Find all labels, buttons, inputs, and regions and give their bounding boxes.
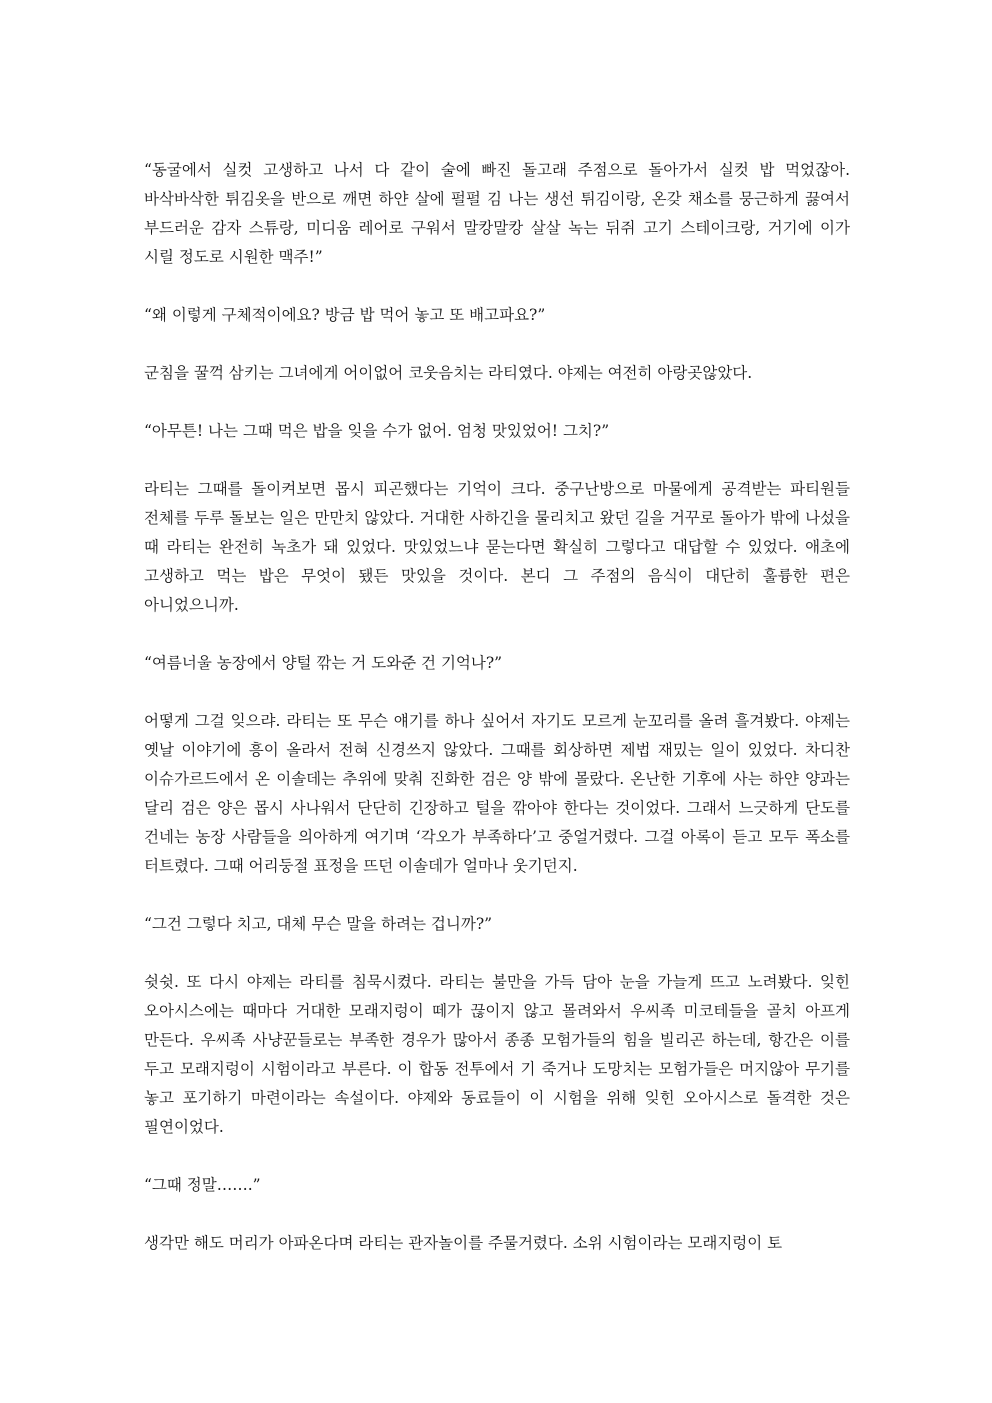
paragraph: 라티는 그때를 돌이켜보면 몹시 피곤했다는 기억이 크다. 중구난방으로 마물에게 공격받는 파티원들 전체를 두루 돌보는 일은 만만치 않았다. 거대한 사하긴을 물리치고 왔던 길을 거꾸로 돌아가 밖에 나섰을 때 라티는 완전히 녹초가 돼 있었다. 맛있었느냐 묻는다면 확실히 그렇다고 대답할 수 있었다. 애초에 고생하고 먹는 밥은 무엇이 됐든 맛있을 것이다. 본디 그 주점의 음식이 대단히 훌륭한 편은 아니었으니까.: [144, 480, 850, 614]
paragraph: “그건 그렇다 치고, 대체 무슨 말을 하려는 겁니까?”: [144, 915, 493, 933]
document-body: [144, 156, 850, 1258]
paragraph: “그때 정말…….”: [144, 1176, 261, 1194]
paragraph: 어떻게 그걸 잊으랴. 라티는 또 무슨 얘기를 하나 싶어서 자기도 모르게 눈꼬리를 올려 흘겨봤다. 야제는 옛날 이야기에 흥이 올라서 전혀 신경쓰지 않았다. 그때를 회상하면 제법 재밌는 일이 있었다. 차디찬 이슈가르드에서 온 이솔데는 추위에 맞춰 진화한 검은 양 밖에 몰랐다. 온난한 기후에 사는 하얀 양과는 달리 검은 양은 몹시 사나워서 단단히 긴장하고 털을 깎아야 한다는 것이었다. 그래서 느긋하게 단도를 건네는 농장 사람들을 의아하게 여기며 ‘각오가 부족하다’고 중얼거렸다. 그걸 아록이 듣고 모두 폭소를 터트렸다. 그때 어리둥절 표정을 뜨던 이솔데가 얼마나 웃기던지.: [144, 712, 850, 875]
paragraph: “아무튼! 나는 그때 먹은 밥을 잊을 수가 없어. 엄청 맛있었어! 그치?”: [144, 422, 610, 440]
paragraph: 생각만 해도 머리가 아파온다며 라티는 관자놀이를 주물거렸다. 소위 시험이라는 모래지렁이 토: [144, 1234, 783, 1252]
paragraph: “여름너울 농장에서 양털 깎는 거 도와준 건 기억나?”: [144, 654, 503, 672]
paragraph: “동굴에서 실컷 고생하고 나서 다 같이 술에 빠진 돌고래 주점으로 돌아가서 실컷 밥 먹었잖아. 바삭바삭한 튀김옷을 반으로 깨면 하얀 살에 펄펄 김 나는 생선 튀김이랑, 온갖 채소를 뭉근하게 끓여서 부드러운 감자 스튜랑, 미디움 레어로 구워서 말캉말캉 살살 녹는 뒤쥐 고기 스테이크랑, 거기에 이가 시릴 정도로 시원한 맥주!”: [144, 161, 850, 266]
paragraph: “왜 이렇게 구체적이에요? 방금 밥 먹어 놓고 또 배고파요?”: [144, 306, 546, 324]
paragraph: 군침을 꿀꺽 삼키는 그녀에게 어이없어 코웃음치는 라티였다. 야제는 여전히 아랑곳않았다.: [144, 364, 753, 382]
paragraph: 쉿쉿. 또 다시 야제는 라티를 침묵시켰다. 라티는 불만을 가득 담아 눈을 가늘게 뜨고 노려봤다. 잊힌 오아시스에는 때마다 거대한 모래지렁이 떼가 끊이지 않고 몰려와서 우씨족 미코테들을 골치 아프게 만든다. 우씨족 사냥꾼들로는 부족한 경우가 많아서 종종 모험가들의 힘을 빌리곤 하는데, 항간은 이를 두고 모래지렁이 시험이라고 부른다. 이 합동 전투에서 기 죽거나 도망치는 모험가들은 머지않아 무기를 놓고 포기하기 마련이라는 속설이다. 야제와 동료들이 이 시험을 위해 잊힌 오아시스로 돌격한 것은 필연이었다.: [144, 973, 850, 1136]
